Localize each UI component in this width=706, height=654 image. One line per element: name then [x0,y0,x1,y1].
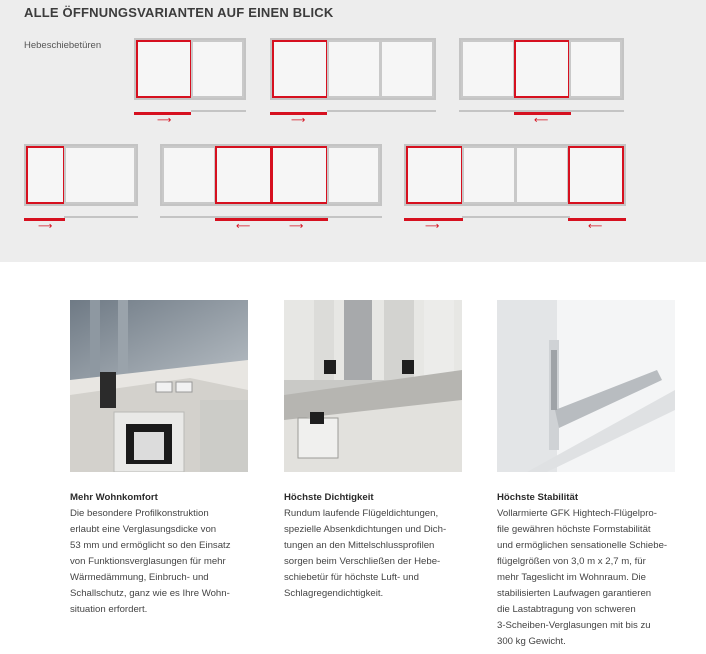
fixed-pane [462,146,516,204]
fixed-pane [327,146,380,204]
variant-diagram-1 [134,38,246,124]
feature-stability [497,490,687,650]
fixed-pane [380,40,434,98]
profile-cross-section-photo [70,300,248,472]
variant-diagram-3 [459,38,624,124]
sliding-sash [26,146,65,204]
arrow-right-icon: ⟶ [38,221,53,232]
variant-diagram-2 [270,38,436,124]
sliding-track [215,218,328,221]
fixed-pane [515,146,569,204]
fixed-pane [64,146,136,204]
sliding-sash [272,40,328,98]
arrow-left-icon: ⟵ [588,221,603,232]
feature-text: Die besondere Profilkonstruktion erlaubt eine Verglasungsdicke von 53 mm und ermöglicht so den Einsatz von Funktionsverglasungen für mehr Wärmedämmung, Einbruch- und Schallschutz, ganz wie es Ihre Wohn- situation erfordert. [70,508,231,615]
feature-tightness [284,490,469,602]
fixed-pane [162,146,216,204]
sliding-sash [136,40,192,98]
variant-diagram-6 [404,144,626,230]
variant-diagram-4 [24,144,138,230]
fixed-pane [327,40,381,98]
sash-carriage-photo [497,300,675,472]
sliding-sash-right [568,146,624,204]
variant-diagram-5 [160,144,382,230]
section-title: ALLE ÖFFNUNGSVARIANTEN AUF EINEN BLICK [24,5,334,20]
seal-profile-photo [284,300,462,472]
feature-comfort [70,490,255,618]
sliding-sash-left [215,146,272,204]
arrow-right-icon: ⟶ [425,221,440,232]
arrow-right-icon: ⟶ [289,221,304,232]
track-rail [462,216,570,218]
fixed-pane [461,40,515,98]
lift-slide-doors-label: Hebeschiebetüren [24,40,102,51]
track-rail [191,110,246,112]
arrow-right-icon: ⟶ [291,115,306,126]
track-rail [327,110,436,112]
arrow-left-icon: ⟵ [236,221,251,232]
feature-text: Rundum laufende Flügeldichtungen, spezielle Absenkdichtungen und Dich- tungen an den Mittelschlussprofilen sorgen beim Verschließen der Hebe- schiebetür für höchste Luft- und Schlagregendichtigkeit. [284,508,447,599]
feature-text: Vollarmierte GFK Hightech-Flügelpro- file gewähren höchste Formstabilität und ermöglichen sensationelle Schiebe- flügelgrößen von 3,0 m x 2,7 m, für mehr Tageslicht im Wohnraum. Die stabilisierten Laufwagen garantieren die Lastabtragung von schweren 3-Scheiben-Verglasungen mit bis zu 300 kg Gewicht. [497,508,668,647]
feature-title: Höchste Dichtigkeit [284,492,374,503]
sliding-sash-right [271,146,328,204]
sliding-sash [514,40,570,98]
feature-title: Mehr Wohnkomfort [70,492,158,503]
opening-variants-panel [0,0,706,262]
arrow-left-icon: ⟵ [534,115,549,126]
arrow-right-icon: ⟶ [157,115,172,126]
track-rail [64,216,138,218]
feature-title: Höchste Stabilität [497,492,579,503]
fixed-pane [191,40,244,98]
fixed-pane [569,40,622,98]
sliding-sash-left [406,146,463,204]
